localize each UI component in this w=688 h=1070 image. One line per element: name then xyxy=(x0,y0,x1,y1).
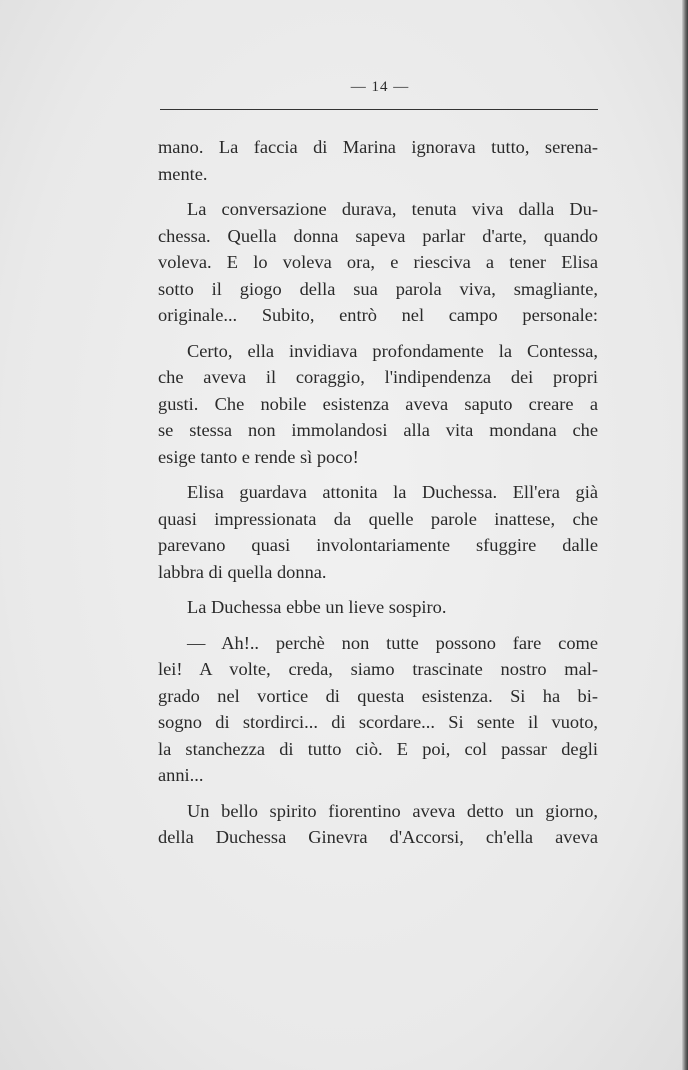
text-line: gusti. Che nobile esistenza aveva saputo creare a xyxy=(158,393,598,414)
text-line: Certo, ella invidiava profondamente la Contessa, xyxy=(187,340,598,361)
body-text xyxy=(158,134,598,851)
text-line: se stessa non immolandosi alla vita mondana che xyxy=(158,420,598,440)
text-line: lei! A volte, creda, siamo trascinate nostro mal- xyxy=(158,659,598,679)
text-line: esige tanto e rende sì poco! xyxy=(158,446,359,467)
text-line: labbra di quella donna. xyxy=(158,561,327,582)
text-line: parevano quasi involontariamente sfuggire dalle xyxy=(158,535,598,555)
text-line: la stanchezza di tutto ciò. E poi, col passar degli xyxy=(158,738,598,759)
text-line: Un bello spirito fiorentino aveva detto un giorno, xyxy=(187,800,598,821)
text-line: mente. xyxy=(158,163,208,184)
text-line: Elisa guardava attonita la Duchessa. Ell'era già xyxy=(187,482,598,502)
text-line: originale... Subito, entrò nel campo personale: xyxy=(158,305,598,325)
text-line: sogno di stordirci... di scordare... Si sente il vuoto, xyxy=(158,712,598,732)
text-line: sotto il giogo della sua parola viva, smagliante, xyxy=(158,278,598,299)
text-line: anni... xyxy=(158,765,204,785)
page-number: — 14 — xyxy=(350,79,410,95)
text-line: che aveva il coraggio, l'indipendenza dei propri xyxy=(158,367,598,387)
text-line: La Duchessa ebbe un lieve sospiro. xyxy=(187,597,447,617)
text-line: — Ah!.. perchè non tutte possono fare come xyxy=(187,632,598,653)
text-line: grado nel vortice di questa esistenza. Si ha bi- xyxy=(158,685,598,706)
text-line: La conversazione durava, tenuta viva dalla Du- xyxy=(187,199,598,219)
text-line: quasi impressionata da quelle parole inattese, che xyxy=(158,508,598,529)
text-line: voleva. E lo voleva ora, e riesciva a tener Elisa xyxy=(158,252,598,272)
page-edge-shadow xyxy=(682,0,688,1070)
header-rule xyxy=(160,109,598,110)
text-line: della Duchessa Ginevra d'Accorsi, ch'ella aveva xyxy=(158,827,598,847)
text-line: chessa. Quella donna sapeva parlar d'arte, quando xyxy=(158,225,598,246)
text-line: mano. La faccia di Marina ignorava tutto, serena- xyxy=(158,137,598,157)
